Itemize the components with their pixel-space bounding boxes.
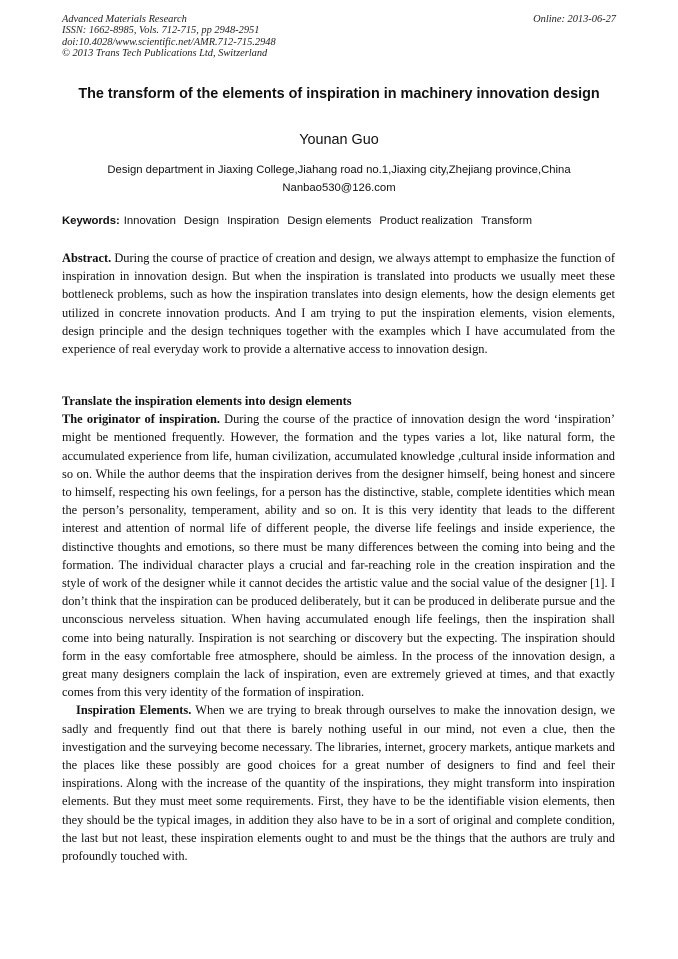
keyword: Transform [480,215,532,227]
section-heading: Translate the inspiration elements into design elements [62,394,352,408]
affiliation-block [62,162,616,197]
paragraph-label: The originator of inspiration. [62,412,220,427]
keyword: Product realization [379,215,473,227]
keywords-line [62,213,616,230]
keyword: Innovation [123,215,176,227]
keyword: Design [183,215,220,227]
journal-name: Advanced Materials Research [62,14,187,25]
keyword: Design elements [287,215,372,227]
abstract-section [62,249,615,358]
author-name: Younan Guo [299,132,379,148]
body-paragraph [62,701,615,865]
paragraph-text: When we are trying to break through ourselves to make the innovation design, we sadly and frequently find out that there is barely nothing useful in our mind, not even a clue, then the investigation and the surveying become necessary. The libraries, internet, grocery markets, antique markets and the places like these possibly are good choices for a great number of designers to find and feel their inspirations. Along with the increase of the quantity of the inspirations, they might transform into inspiration elements. But they must meet some requirements. First, they have to be the identifiable vision elements, then they should be the typical images, in addition they also have to be in a sort of original and complete condition, the last but not least, these inspiration elements ought to and must be the things that the authors are truly and profoundly touched with. [62,703,615,864]
paragraph-label: Inspiration Elements. [76,703,192,718]
online-date: Online: 2013-06-27 [533,14,616,25]
doi-line: doi:10.4028/www.scientific.net/AMR.712-715.2948 [62,36,276,48]
abstract-text: During the course of practice of creation and design, we always attempt to emphasize the function of inspiration in innovation design. But when the inspiration is translated into products we usually meet these bottleneck problems, such as how the inspiration translates into design elements, how the design elements get utilized in concrete innovation products. And I am trying to put the inspiration elements, vision elements, design principle and the design techniques together with the examples which I have accumulated from the experience of real everyday work to provide a alternative access to innovation design. [62,251,615,357]
abstract-paragraph [62,249,615,358]
issn-line: ISSN: 1662-8985, Vols. 712-715, pp 2948-2951 [62,25,260,37]
author-email: Nanbao530@126.com [282,181,396,194]
paper-title: The transform of the elements of inspiration in machinery innovation design [78,86,600,102]
body-paragraph [62,410,615,701]
body-section [62,392,615,865]
copyright-line: © 2013 Trans Tech Publications Ltd, Switzerland [62,48,268,60]
affiliation: Design department in Jiaxing College,Jiahang road no.1,Jiaxing city,Zhejiang province,China [107,164,571,176]
keywords-label: Keywords: [62,215,120,227]
keyword: Inspiration [227,215,280,227]
publication-header [62,14,616,60]
paragraph-text: During the course of the practice of innovation design the word ‘inspiration’ might be mentioned frequently. However, the formation and the types varies a lot, like natural form, the accumulated experience from life, human civilization, accumulated knowledge ,cultural inside information and so on. While the author deems that the inspiration derives from the designer himself, being honest and sincere to himself, respecting his own feelings, for a person has the distinctive, stable, complete identities which mean the person’s personality, temperament, ability and so on. It is this very identity that leads to the different interest and attention of normal life of different people, the diverse life feelings and inside experience, the distinctive thoughts and emotions, so there must be many differences between the coming into being and the formation. The individual character plays a crucial and far-reaching role in the creation inspiration and the style of work of the designer while it cannot decides the artistic value and the social value of the designer [1]. I don’t think that the inspiration can be produced deliberately, but it can be produced in deliberate pursue and the unconscious nerveless situation. When having accumulated enough life feelings, then the inspiration shall come into being naturally. Inspiration is not searching or discovery but the expecting. The inspiration should form in the easy comfortable free atmosphere, should be aimless. In the process of the innovation design, a great many designers complain the lack of inspiration, even are extremely grieved at times, and that exactly comes from this very identity of the formation of inspiration. [62,412,615,700]
abstract-label: Abstract. [62,251,112,265]
